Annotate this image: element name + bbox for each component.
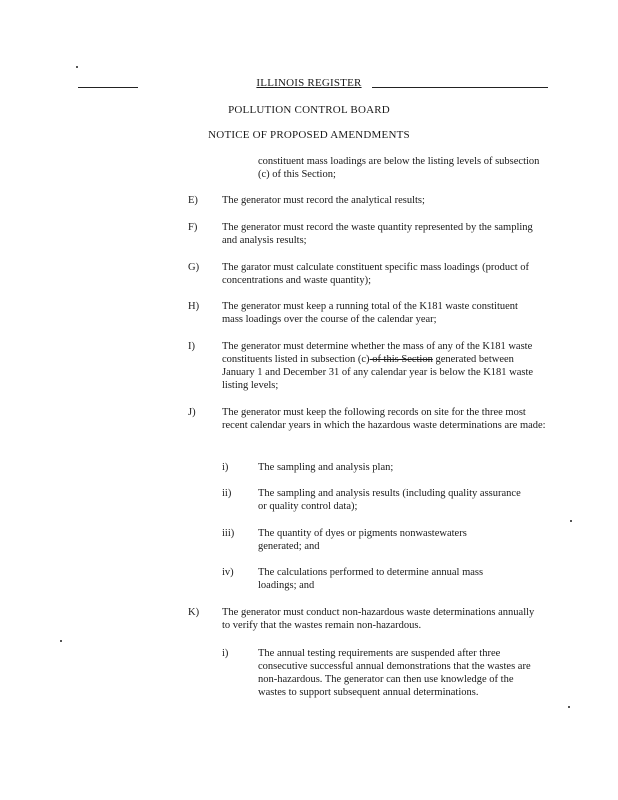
- item-text-f: The generator must record the waste quantity represented by the sampling and analysis results;: [222, 222, 533, 246]
- item-text-j: The generator must keep the following records on site for the three most recent calendar years in which the hazardous waste determinations are made:: [222, 407, 546, 431]
- scan-speck: [60, 640, 62, 642]
- subitem-text-j-iv: The calculations performed to determine annual mass loadings; and: [258, 567, 484, 591]
- item-text-i-before: The generator must determine whether the mass of any of the K181 waste constituents listed in subsection (c): [222, 341, 533, 365]
- item-text-g: The garator must calculate constituent specific mass loadings (product of concentrations and waste quantity);: [222, 262, 530, 286]
- item-text-k: The generator must conduct non-hazardous waste determinations annually to verify that the wastes remain non-hazardous.: [222, 607, 535, 631]
- register-title: ILLINOIS REGISTER: [256, 77, 362, 89]
- subitem-label-j-iv: iv): [222, 567, 234, 578]
- subitem-text-j-i: The sampling and analysis plan;: [258, 462, 394, 473]
- item-label-g: G): [188, 262, 200, 273]
- item-text-i-after: generated between January 1 and December 31 of any calendar year is below the K181 waste listing levels;: [222, 354, 534, 391]
- notice-title: NOTICE OF PROPOSED AMENDMENTS: [208, 129, 410, 141]
- item-label-f: F): [188, 222, 198, 233]
- item-label-h: H): [188, 301, 200, 312]
- scan-speck: [568, 706, 570, 708]
- subitem-text-j-iii: The quantity of dyes or pigments nonwastewaters generated; and: [258, 528, 467, 552]
- item-text-i-struck: of this Section: [369, 354, 433, 365]
- subitem-label-j-i: i): [222, 462, 229, 473]
- subitem-text-k-i: The annual testing requirements are suspended after three consecutive successful annual demonstrations that the wastes are non-hazardous. The generator can then use knowledge of the wastes to support subsequent annual determinations.: [258, 648, 531, 698]
- item-text-e: The generator must record the analytical results;: [222, 195, 425, 206]
- item-label-k: K): [188, 607, 200, 618]
- item-text-h: The generator must keep a running total of the K181 waste constituent mass loadings over the course of the calendar year;: [222, 301, 518, 325]
- item-label-i: I): [188, 341, 195, 352]
- subitem-label-k-i: i): [222, 648, 229, 659]
- continuation-paragraph: constituent mass loadings are below the listing levels of subsection (c) of this Section;: [258, 156, 540, 180]
- subitem-text-j-ii: The sampling and analysis results (including quality assurance or quality control data);: [258, 488, 521, 512]
- item-label-j: J): [188, 407, 196, 418]
- board-title: POLLUTION CONTROL BOARD: [228, 104, 390, 116]
- scan-speck: [570, 520, 572, 522]
- scan-speck: [76, 66, 78, 68]
- item-text-i: [222, 340, 534, 392]
- subitem-label-j-ii: ii): [222, 488, 232, 499]
- item-label-e: E): [188, 195, 198, 206]
- subitem-label-j-iii: iii): [222, 528, 235, 539]
